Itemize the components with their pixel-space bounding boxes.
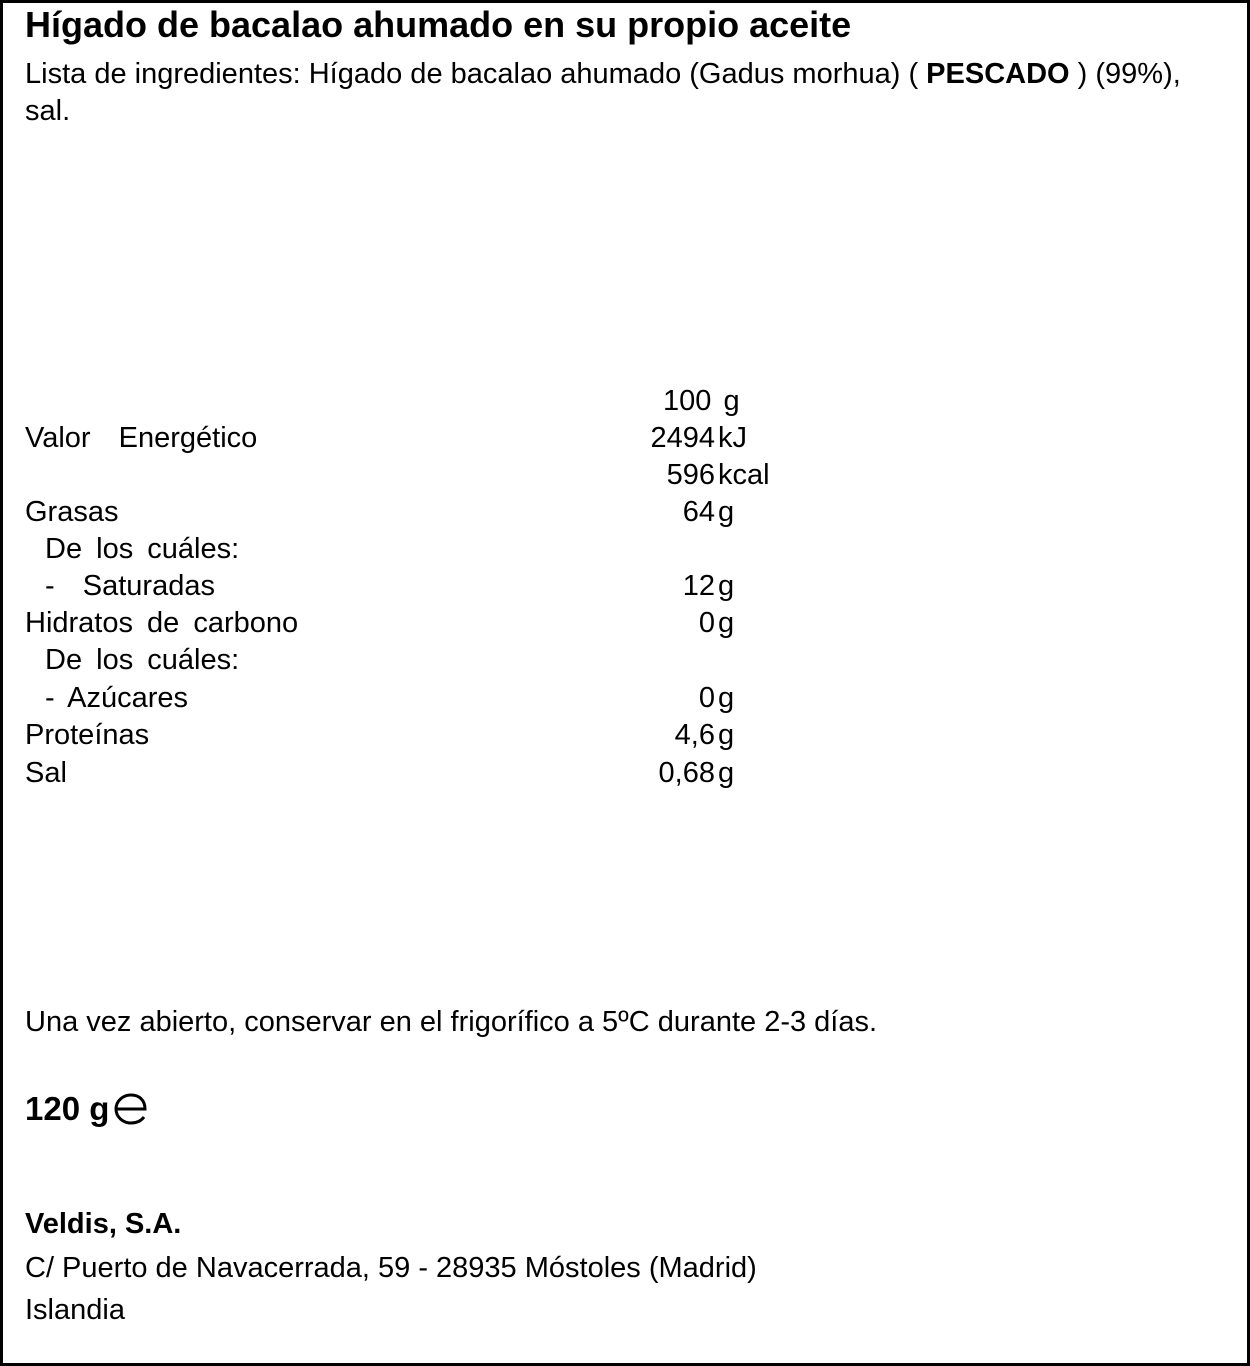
- nutrient-label: - Azúcares: [45, 682, 188, 714]
- net-weight-value: 120 g: [25, 1090, 110, 1127]
- nutrient-value: 64: [682, 496, 715, 528]
- nutrient-label: Proteínas: [25, 719, 150, 751]
- nutrition-row: [0, 494, 1250, 531]
- ingredients-text: Lista de ingredientes: Hígado de bacalao ahumado (Gadus morhua) (: [25, 58, 927, 90]
- nutrition-row: [0, 531, 1250, 568]
- nutrient-label: Sal: [25, 757, 67, 789]
- nutrition-row: [0, 568, 1250, 605]
- nutrient-unit: g: [718, 607, 735, 639]
- company-country: Islandia: [25, 1294, 125, 1326]
- nutrient-unit: kcal: [718, 459, 770, 491]
- nutrition-row: [0, 642, 1250, 679]
- company-name: Veldis, S.A.: [25, 1208, 182, 1240]
- nutrient-unit: g: [718, 496, 735, 528]
- e-mark-icon: [113, 1092, 149, 1126]
- nutrition-row: [0, 605, 1250, 642]
- storage-instructions: Una vez abierto, conservar en el frigorífico a 5ºC durante 2-3 días.: [25, 1006, 878, 1038]
- nutrient-value: 0: [698, 682, 715, 714]
- net-weight: [25, 1088, 149, 1130]
- nutrition-header: 100 g: [663, 385, 740, 417]
- nutrient-sublabel: De los cuáles:: [45, 533, 240, 565]
- nutrition-row: [0, 680, 1250, 717]
- nutrition-row: [0, 457, 1250, 494]
- nutrient-unit: g: [718, 682, 735, 714]
- nutrient-value: 12: [682, 570, 715, 602]
- nutrient-label: Grasas: [25, 496, 119, 528]
- nutrient-value: 0: [698, 607, 715, 639]
- nutrient-value: 596: [666, 459, 715, 491]
- nutrition-header-row: [0, 383, 1250, 420]
- nutrient-unit: kJ: [718, 422, 747, 454]
- nutrition-row: [0, 717, 1250, 754]
- company-address: C/ Puerto de Navacerrada, 59 - 28935 Móstoles (Madrid): [25, 1252, 757, 1284]
- nutrient-unit: g: [718, 719, 735, 751]
- nutrient-label: Valor Energético: [25, 422, 258, 454]
- nutrient-value: 0,68: [658, 757, 715, 789]
- nutrient-value: 4,6: [674, 719, 715, 751]
- allergen-text: PESCADO: [926, 58, 1070, 90]
- nutrient-unit: g: [718, 570, 735, 602]
- nutrient-sublabel: De los cuáles:: [45, 644, 240, 676]
- nutrient-value: 2494: [650, 422, 715, 454]
- nutrition-row: [0, 420, 1250, 457]
- nutrient-label: Hidratos de carbono: [25, 607, 299, 639]
- nutrition-row: [0, 755, 1250, 792]
- nutrient-unit: g: [718, 757, 735, 789]
- ingredients-list: [25, 56, 1225, 130]
- nutrient-label: - Saturadas: [45, 570, 215, 602]
- product-title: Hígado de bacalao ahumado en su propio aceite: [25, 4, 852, 45]
- ingredients-suffix: ) (99%), sal.: [25, 58, 1181, 127]
